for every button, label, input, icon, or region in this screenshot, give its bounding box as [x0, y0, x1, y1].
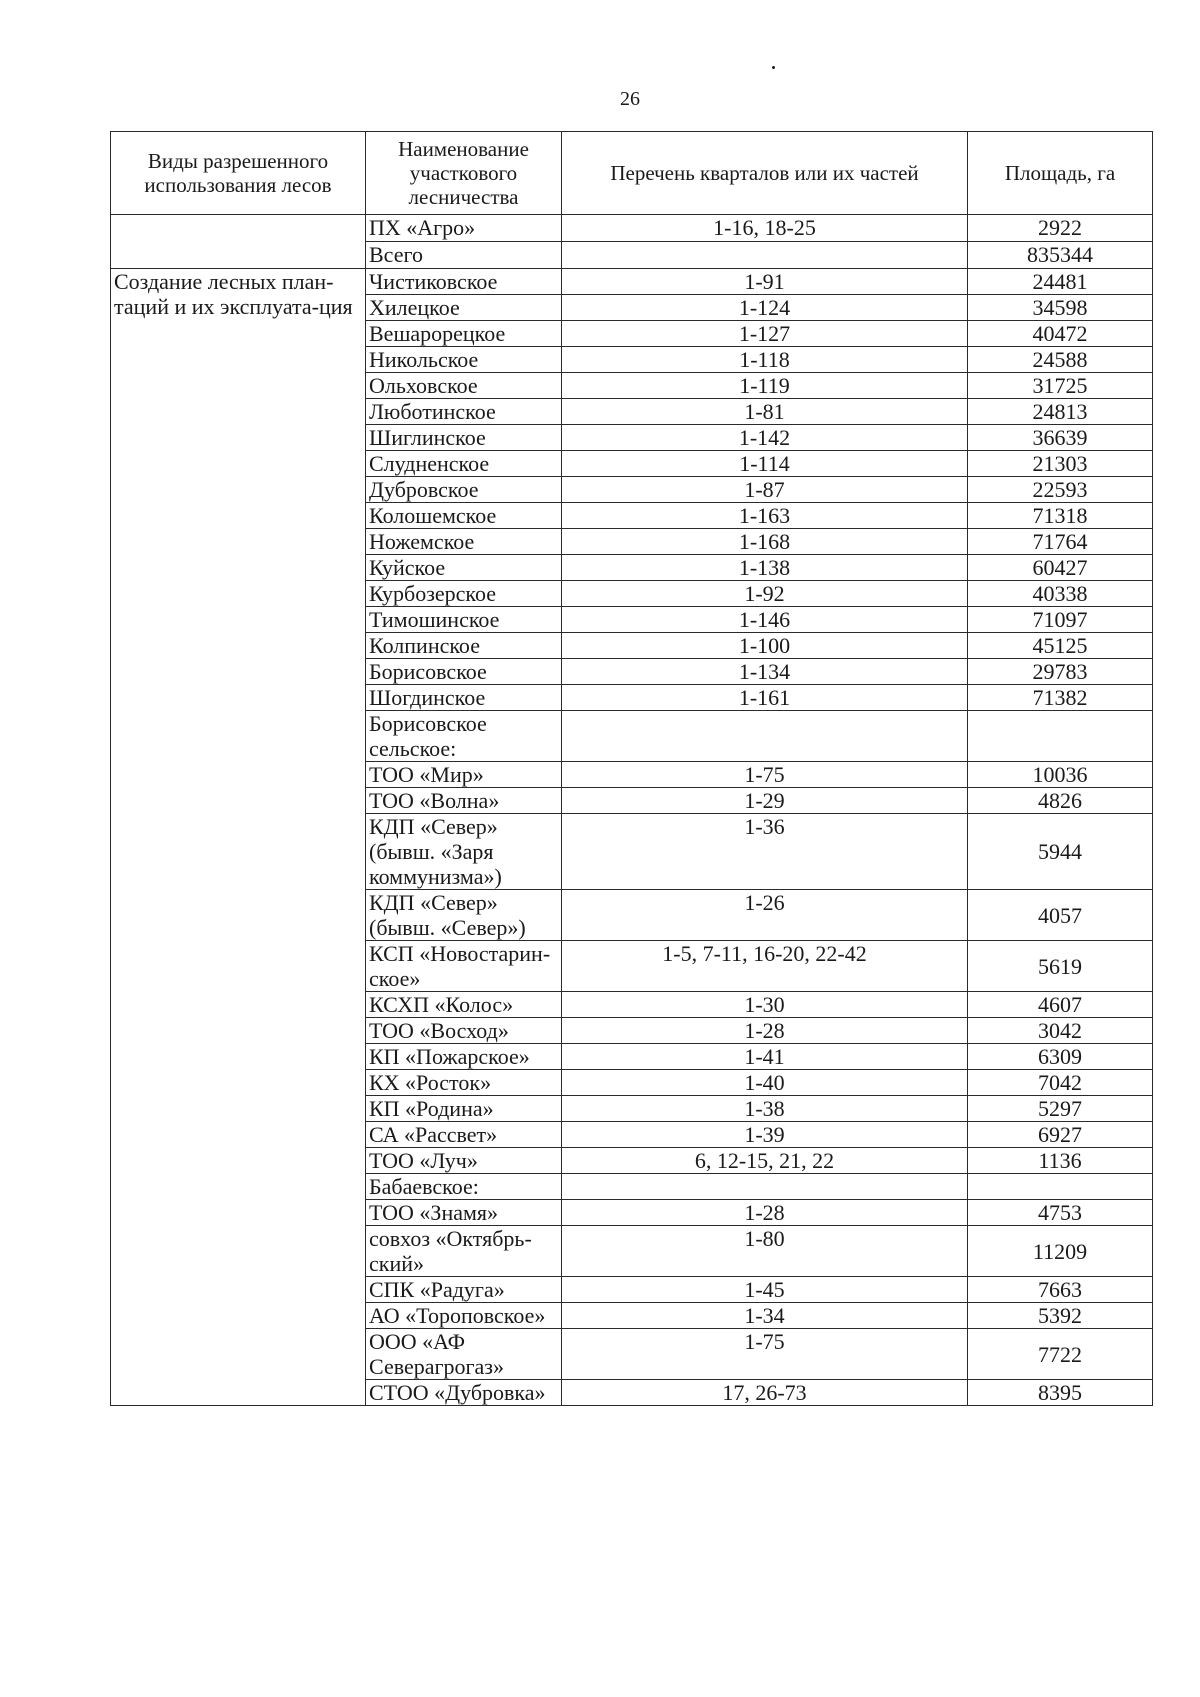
forestry-name: СТОО «Дубровка»: [366, 1380, 562, 1406]
quarters-cell: 1-41: [562, 1044, 968, 1070]
area-cell: 5619: [968, 941, 1153, 992]
forestry-name: КХ «Росток»: [366, 1070, 562, 1096]
area-cell: 4607: [968, 992, 1153, 1018]
area-cell: 5392: [968, 1303, 1153, 1329]
forestry-name: Шогдинское: [366, 685, 562, 711]
forestry-name: Хилецкое: [366, 295, 562, 321]
forestry-name: КП «Пожарское»: [366, 1044, 562, 1070]
forestry-name: КДП «Север» (бывш. «Заря коммунизма»): [366, 814, 562, 890]
forestry-name: КСХП «Колос»: [366, 992, 562, 1018]
area-cell: 5297: [968, 1096, 1153, 1122]
quarters-cell: 1-29: [562, 788, 968, 814]
area-cell: 71764: [968, 529, 1153, 555]
forestry-name: Бабаевское:: [366, 1174, 562, 1200]
quarters-cell: 1-80: [562, 1226, 968, 1277]
quarters-cell: 1-168: [562, 529, 968, 555]
quarters-cell: 1-39: [562, 1122, 968, 1148]
forestry-name: Шиглинское: [366, 425, 562, 451]
forestry-name: ТОО «Мир»: [366, 762, 562, 788]
quarters-cell: 17, 26-73: [562, 1380, 968, 1406]
area-cell: 2922: [968, 215, 1153, 242]
area-cell: 7042: [968, 1070, 1153, 1096]
area-cell: 31725: [968, 373, 1153, 399]
quarters-cell: 1-134: [562, 659, 968, 685]
area-cell: 24588: [968, 347, 1153, 373]
page-number: 26: [620, 88, 640, 110]
forestry-name: ПХ «Агро»: [366, 215, 562, 242]
area-cell: 1136: [968, 1148, 1153, 1174]
forestry-name: ТОО «Луч»: [366, 1148, 562, 1174]
quarters-cell: 1-118: [562, 347, 968, 373]
forestry-name: ТОО «Восход»: [366, 1018, 562, 1044]
forestry-name: Дубровское: [366, 477, 562, 503]
table-row: [111, 215, 1153, 242]
forestry-name: Тимошинское: [366, 607, 562, 633]
forestry-name: ТОО «Волна»: [366, 788, 562, 814]
empty-use-cell: [111, 215, 366, 269]
quarters-cell: 1-30: [562, 992, 968, 1018]
quarters-cell: 1-142: [562, 425, 968, 451]
quarters-cell: 1-5, 7-11, 16-20, 22-42: [562, 941, 968, 992]
table-body: [111, 215, 1153, 1406]
forestry-name: Курбозерское: [366, 581, 562, 607]
forestry-name: Чистиковское: [366, 269, 562, 295]
header-forestry-name: Наименование участкового лесничества: [366, 132, 562, 215]
table-header-row: [111, 132, 1153, 215]
forestry-name: Люботинское: [366, 399, 562, 425]
quarters-cell: [562, 711, 968, 762]
area-cell: 45125: [968, 633, 1153, 659]
quarters-cell: 1-36: [562, 814, 968, 890]
quarters-cell: 1-28: [562, 1200, 968, 1226]
forestry-name: Колошемское: [366, 503, 562, 529]
quarters-cell: 1-119: [562, 373, 968, 399]
area-cell: 8395: [968, 1380, 1153, 1406]
quarters-cell: 1-146: [562, 607, 968, 633]
area-cell: 835344: [968, 242, 1153, 269]
forestry-name: КСП «Новостарин-ское»: [366, 941, 562, 992]
forestry-name: Никольское: [366, 347, 562, 373]
forestry-name: Куйское: [366, 555, 562, 581]
forestry-name: Всего: [366, 242, 562, 269]
forestry-name: ООО «АФ Северагрогаз»: [366, 1329, 562, 1380]
area-cell: 34598: [968, 295, 1153, 321]
area-cell: 5944: [968, 814, 1153, 890]
forestry-name: Борисовское сельское:: [366, 711, 562, 762]
area-cell: 60427: [968, 555, 1153, 581]
quarters-cell: 1-163: [562, 503, 968, 529]
quarters-cell: 1-38: [562, 1096, 968, 1122]
quarters-cell: [562, 242, 968, 269]
area-cell: 4753: [968, 1200, 1153, 1226]
quarters-cell: 1-91: [562, 269, 968, 295]
area-cell: 7722: [968, 1329, 1153, 1380]
area-cell: 71318: [968, 503, 1153, 529]
quarters-cell: 1-34: [562, 1303, 968, 1329]
forestry-name: Борисовское: [366, 659, 562, 685]
area-cell: 22593: [968, 477, 1153, 503]
quarters-cell: 6, 12-15, 21, 22: [562, 1148, 968, 1174]
area-cell: 71097: [968, 607, 1153, 633]
quarters-cell: 1-75: [562, 762, 968, 788]
quarters-cell: 1-114: [562, 451, 968, 477]
area-cell: 40472: [968, 321, 1153, 347]
forestry-name: АО «Тороповское»: [366, 1303, 562, 1329]
quarters-cell: 1-26: [562, 890, 968, 941]
area-cell: 4826: [968, 788, 1153, 814]
area-cell: 6927: [968, 1122, 1153, 1148]
quarters-cell: 1-138: [562, 555, 968, 581]
quarters-cell: 1-28: [562, 1018, 968, 1044]
quarters-cell: 1-127: [562, 321, 968, 347]
area-cell: 40338: [968, 581, 1153, 607]
area-cell: 11209: [968, 1226, 1153, 1277]
area-cell: [968, 711, 1153, 762]
area-cell: 24813: [968, 399, 1153, 425]
forestry-name: Ножемское: [366, 529, 562, 555]
quarters-cell: 1-40: [562, 1070, 968, 1096]
forest-use-table: [110, 131, 1153, 1406]
quarters-cell: 1-92: [562, 581, 968, 607]
quarters-cell: 1-45: [562, 1277, 968, 1303]
area-cell: 21303: [968, 451, 1153, 477]
area-cell: 36639: [968, 425, 1153, 451]
quarters-cell: 1-124: [562, 295, 968, 321]
forestry-name: СПК «Радуга»: [366, 1277, 562, 1303]
header-area: Площадь, га: [968, 132, 1153, 215]
area-cell: 71382: [968, 685, 1153, 711]
forestry-name: Ольховское: [366, 373, 562, 399]
area-cell: [968, 1174, 1153, 1200]
quarters-cell: 1-81: [562, 399, 968, 425]
table-row: [111, 269, 1153, 295]
use-type-cell: Создание лесных план-таций и их эксплуата-ция: [111, 269, 366, 1406]
forestry-name: СА «Рассвет»: [366, 1122, 562, 1148]
forestry-name: Слудненское: [366, 451, 562, 477]
header-use-type: Виды разрешенного использования лесов: [111, 132, 366, 215]
quarters-cell: 1-87: [562, 477, 968, 503]
forestry-name: совхоз «Октябрь-ский»: [366, 1226, 562, 1277]
forestry-name: ТОО «Знамя»: [366, 1200, 562, 1226]
forestry-name: Вешарорецкое: [366, 321, 562, 347]
area-cell: 3042: [968, 1018, 1153, 1044]
quarters-cell: 1-75: [562, 1329, 968, 1380]
forestry-name: КДП «Север» (бывш. «Север»): [366, 890, 562, 941]
quarters-cell: 1-161: [562, 685, 968, 711]
quarters-cell: 1-100: [562, 633, 968, 659]
header-quarters: Перечень кварталов или их частей: [562, 132, 968, 215]
area-cell: 6309: [968, 1044, 1153, 1070]
quarters-cell: [562, 1174, 968, 1200]
area-cell: 24481: [968, 269, 1153, 295]
area-cell: 29783: [968, 659, 1153, 685]
quarters-cell: 1-16, 18-25: [562, 215, 968, 242]
area-cell: 4057: [968, 890, 1153, 941]
area-cell: 7663: [968, 1277, 1153, 1303]
forestry-name: Колпинское: [366, 633, 562, 659]
forestry-name: КП «Родина»: [366, 1096, 562, 1122]
area-cell: 10036: [968, 762, 1153, 788]
scan-speck: [772, 66, 775, 69]
